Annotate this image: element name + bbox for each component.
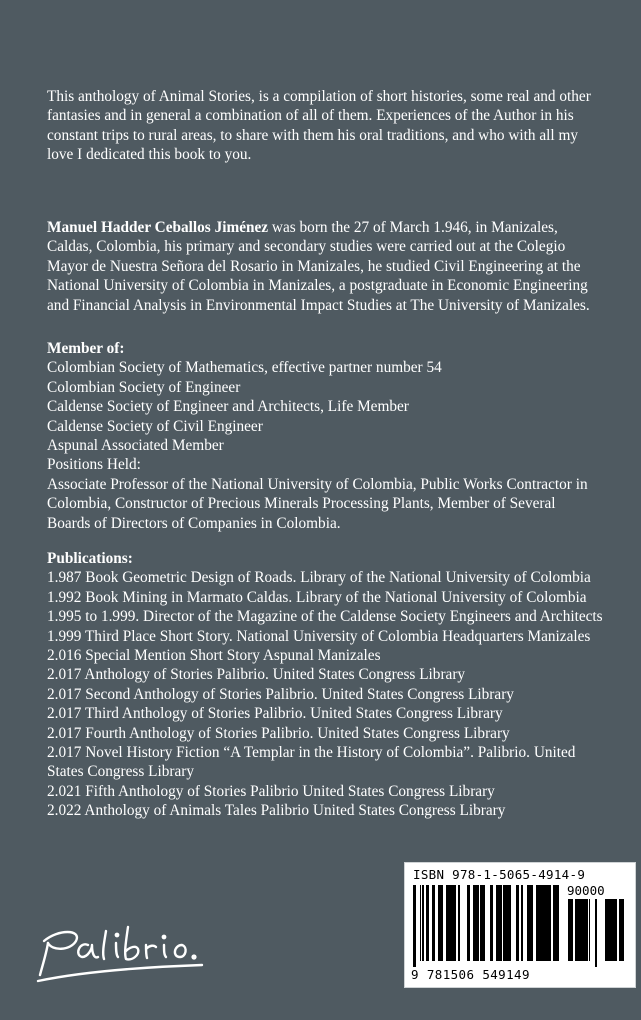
barcode-bar [544,885,546,961]
barcode-bar [575,899,577,961]
publication-item: 2.021 Fifth Anthology of Stories Palibrio United States Congress Library [47,782,495,800]
barcode-bar [476,885,479,961]
barcode-bar [451,885,454,961]
barcode-bar [490,885,491,961]
positions-text: Associate Professor of the National University of Colombia, Public Works Contractor in Colombia, Constructor of Precious Minerals Processing Plants, Member of Several Boards of Directors of Companies in Colombia. [47,475,588,532]
barcode-bar [621,899,623,961]
price-code: 90000 [567,883,605,898]
membership-item: Colombian Society of Engineer [47,378,241,396]
barcode-bar [623,899,624,961]
barcode-bar [612,899,613,961]
barcode-bar [605,899,607,961]
barcode-bar [542,885,544,961]
barcode-bar [505,885,508,961]
barcode-bar [548,885,551,961]
back-cover-blurb [47,87,602,165]
barcode-bar [589,899,590,961]
barcode-bar [568,899,571,961]
publication-item: 2.016 Special Mention Short Story Aspunal Manizales [47,647,381,665]
palibrio-logo [36,915,206,985]
barcode-bar [571,899,573,961]
barcode-bar [434,885,435,961]
barcode-bar [496,885,499,961]
barcode-bar [454,885,456,961]
publication-item: 1.995 to 1.999. Director of the Magazine of the Caldense Society Engineers and Architects [47,608,603,626]
membership-item: Colombian Society of Mathematics, effective partner number 54 [47,359,442,377]
publication-item: 1.992 Book Mining in Marmato Caldas. Library of the National University of Colombia [47,588,587,606]
barcode-bar [580,899,581,961]
addon-barcode-bars [565,899,627,967]
barcode-bar [530,885,531,961]
membership-item: Caldense Society of Engineer and Architects, Life Member [47,398,409,416]
barcode-bar [420,885,421,961]
membership-section [47,339,602,533]
barcode-bar [619,899,621,961]
publications-section [47,549,602,821]
barcode-bar [556,885,559,961]
barcode-bar [586,899,588,961]
barcode-bar [546,885,548,961]
publication-item: 1.987 Book Geometric Design of Roads. Library of the National University of Colombia [47,569,591,587]
barcode-bar [508,885,511,961]
barcode-bar [441,885,443,961]
barcode-bar [473,885,476,961]
isbn-number: ISBN 978-1-5065-4914-9 [413,867,586,882]
publication-item: 1.999 Third Place Short Story. National University of Colombia Headquarters Manizales [47,627,591,645]
barcode-bar [491,885,492,961]
barcode-bar [480,885,482,961]
barcode-bar [432,885,434,961]
barcode-bar [531,885,533,961]
barcode-bar [483,885,485,961]
barcode-bar [536,885,539,961]
positions-heading: Positions Held: [47,456,141,474]
ean-barcode-bars [413,885,561,967]
publication-item: 2.017 Second Anthology of Stories Palibrio. United States Congress Library [47,685,514,703]
membership-heading: Member of: [47,340,125,357]
barcode-bar [553,885,556,961]
publication-item: 2.017 Third Anthology of Stories Palibrio. United States Congress Library [47,705,503,723]
author-bio-text: was born the 27 of March 1.946, in Manizales, Caldas, Colombia, his primary and secondary studies were carried out at the Colegio Mayor de Nuestra Señora del Rosario in Manizales, he studied Civil Engineering at the National University of Colombia in Manizales, a postgraduate in Economic Engineering and Financial Analysis in Environmental Impact Studies at The University of Manizales. [47,219,590,314]
barcode-bar [503,885,504,961]
barcode-bar [446,885,449,961]
publication-item: 2.017 Novel History Fiction “A Templar in the History of Colombia”. Palibrio. United States Congress Library [47,744,576,781]
barcode-bar [492,885,493,961]
barcode-bar [438,885,441,961]
author-name: Manuel Hadder Ceballos Jiménez [47,219,269,236]
blurb-text: This anthology of Animal Stories, is a compilation of short histories, some real and other fantasies and in general a combination of all of them. Experiences of the Author in his constant trips to rural areas, to share with them his oral traditions, and who with all my love I dedicated this book to you. [47,88,591,164]
barcode-bar [582,899,583,961]
barcode-bar [426,885,429,961]
barcode-bar [539,885,541,961]
barcode-bar [527,885,530,961]
barcode-bar [521,885,523,961]
membership-item: Caldense Society of Civil Engineer [47,417,263,435]
barcode-bar [613,899,615,961]
publication-item: 2.022 Anthology of Animals Tales Palibrio United States Congress Library [47,802,506,820]
barcode-bar [595,899,597,967]
barcode-bar [615,899,617,961]
barcode-bar [413,885,414,967]
barcode-bar [609,899,612,961]
barcode-bar [499,885,500,961]
publication-item: 2.017 Anthology of Stories Palibrio. United States Congress Library [47,666,466,684]
barcode-bar [500,885,502,961]
barcode-bar [415,885,416,967]
barcode-bar [449,885,451,961]
barcode-bar [458,885,460,961]
barcode-bar [541,885,542,961]
barcode-bar [482,885,483,961]
publications-heading: Publications: [47,550,133,567]
barcode-bar [504,885,505,961]
publication-item: 2.017 Fourth Anthology of Stories Palibrio. United States Congress Library [47,724,510,742]
barcode-bar [583,899,586,961]
barcode-bar [607,899,609,961]
isbn-barcode [404,862,636,988]
barcode-bar [516,885,519,961]
barcode-bar [577,899,580,961]
barcode-bar [422,885,424,961]
barcode-bar [581,899,582,961]
ean-digits: 9 781506 549149 [411,967,530,982]
membership-item: Aspunal Associated Member [47,437,224,455]
barcode-bar [469,885,470,961]
author-bio [47,218,602,315]
barcode-bar [414,885,415,967]
barcode-bar [467,885,469,961]
